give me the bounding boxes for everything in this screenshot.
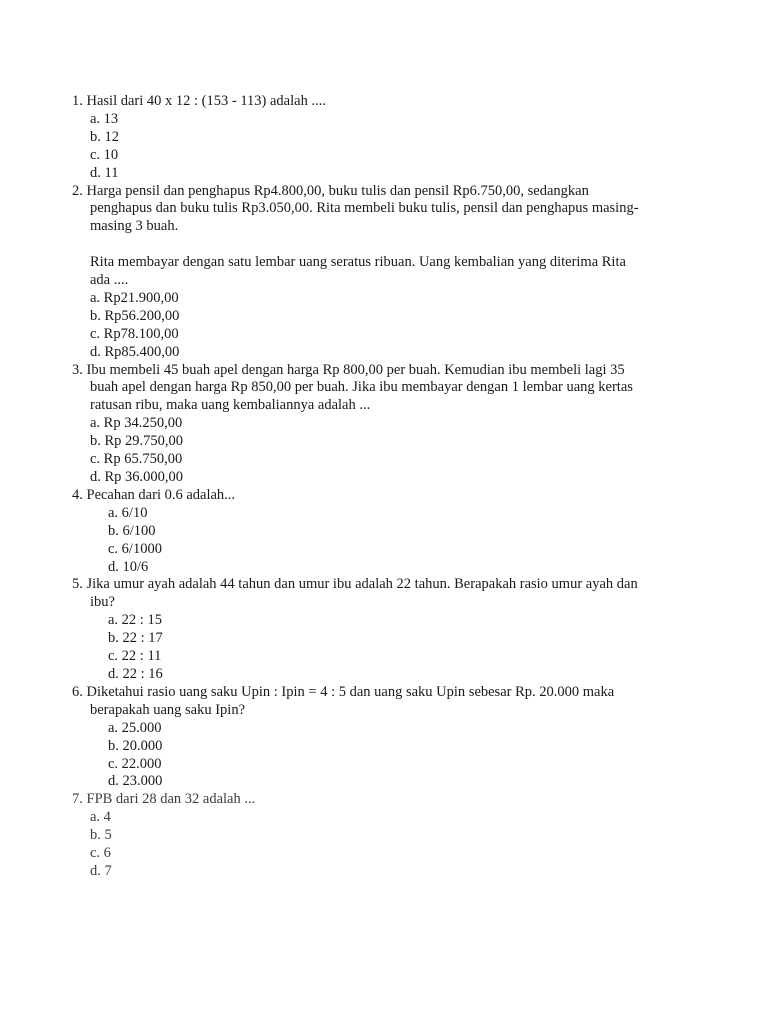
question-4-text: 4. Pecahan dari 0.6 adalah... — [72, 486, 236, 503]
question-2-text-line-1: 2. Harga pensil dan penghapus Rp4.800,00, buku tulis dan pensil Rp6.750,00, sedangkan — [72, 182, 589, 199]
question-4-option-c: c. 6/1000 — [108, 540, 162, 557]
question-5-option-d: d. 22 : 16 — [108, 665, 163, 682]
question-3-text-line-1: 3. Ibu membeli 45 buah apel dengan harga Rp 800,00 per buah. Kemudian ibu membeli lagi 35 — [72, 361, 625, 378]
question-7-option-a: a. 4 — [90, 809, 111, 826]
question-2 — [72, 183, 672, 362]
question-3 — [72, 362, 672, 487]
question-4-option-d: d. 10/6 — [108, 558, 149, 575]
question-7-option-c: c. 6 — [90, 845, 111, 862]
question-5-option-a: a. 22 : 15 — [108, 612, 162, 629]
question-5-text-line-1: 5. Jika umur ayah adalah 44 tahun dan umur ibu adalah 22 tahun. Berapakah rasio umur ayah dan — [72, 576, 638, 593]
question-6-option-a: a. 25.000 — [108, 719, 162, 736]
question-4 — [72, 487, 672, 577]
question-6-text-line-1: 6. Diketahui rasio uang saku Upin : Ipin = 4 : 5 dan uang saku Upin sebesar Rp. 20.000 maka — [72, 683, 615, 700]
question-2-text-line-2: penghapus dan buku tulis Rp3.050,00. Rita membeli buku tulis, pensil dan penghapus masing- — [90, 200, 639, 217]
question-1-option-d: d. 11 — [90, 164, 119, 181]
question-2-option-a: a. Rp21.900,00 — [90, 289, 179, 306]
question-3-option-c: c. Rp 65.750,00 — [90, 451, 183, 468]
question-4-option-a: a. 6/10 — [108, 504, 148, 521]
question-4-option-b: b. 6/100 — [108, 522, 156, 539]
question-2-spacer — [72, 236, 672, 254]
question-1-option-a: a. 13 — [90, 110, 119, 127]
question-3-text-line-3: ratusan ribu, maka uang kembaliannya adalah ... — [90, 397, 371, 414]
question-7-option-d: d. 7 — [90, 862, 112, 879]
question-2-text-line-3: masing 3 buah. — [90, 218, 179, 235]
question-5-option-c: c. 22 : 11 — [108, 648, 162, 665]
question-6-option-c: c. 22.000 — [108, 755, 162, 772]
question-2-option-d: d. Rp85.400,00 — [90, 343, 180, 360]
question-5 — [72, 576, 672, 683]
question-3-text-line-2: buah apel dengan harga Rp 850,00 per buah. Jika ibu membayar dengan 1 lembar uang kertas — [90, 379, 633, 396]
question-5-option-b: b. 22 : 17 — [108, 630, 163, 647]
question-3-option-a: a. Rp 34.250,00 — [90, 415, 183, 432]
question-2-extra-line-2: ada .... — [90, 272, 129, 289]
question-6-option-b: b. 20.000 — [108, 737, 163, 754]
worksheet-page — [72, 93, 672, 881]
question-2-option-c: c. Rp78.100,00 — [90, 325, 179, 342]
question-1-option-c: c. 10 — [90, 146, 119, 163]
question-2-extra-line-1: Rita membayar dengan satu lembar uang seratus ribuan. Uang kembalian yang diterima Rita — [90, 254, 626, 271]
question-6-text-line-2: berapakah uang saku Ipin? — [90, 701, 246, 718]
question-7-option-b: b. 5 — [90, 827, 112, 844]
question-3-option-d: d. Rp 36.000,00 — [90, 469, 184, 486]
question-7 — [72, 791, 672, 881]
question-2-option-b: b. Rp56.200,00 — [90, 307, 180, 324]
question-6 — [72, 684, 672, 791]
question-1-text: 1. Hasil dari 40 x 12 : (153 - 113) adalah .... — [72, 93, 326, 109]
question-5-text-line-2: ibu? — [90, 594, 115, 611]
question-1 — [72, 93, 672, 183]
question-7-text: 7. FPB dari 28 dan 32 adalah ... — [72, 791, 256, 808]
question-1-option-b: b. 12 — [90, 128, 119, 145]
question-6-option-d: d. 23.000 — [108, 773, 163, 790]
question-3-option-b: b. Rp 29.750,00 — [90, 433, 184, 450]
